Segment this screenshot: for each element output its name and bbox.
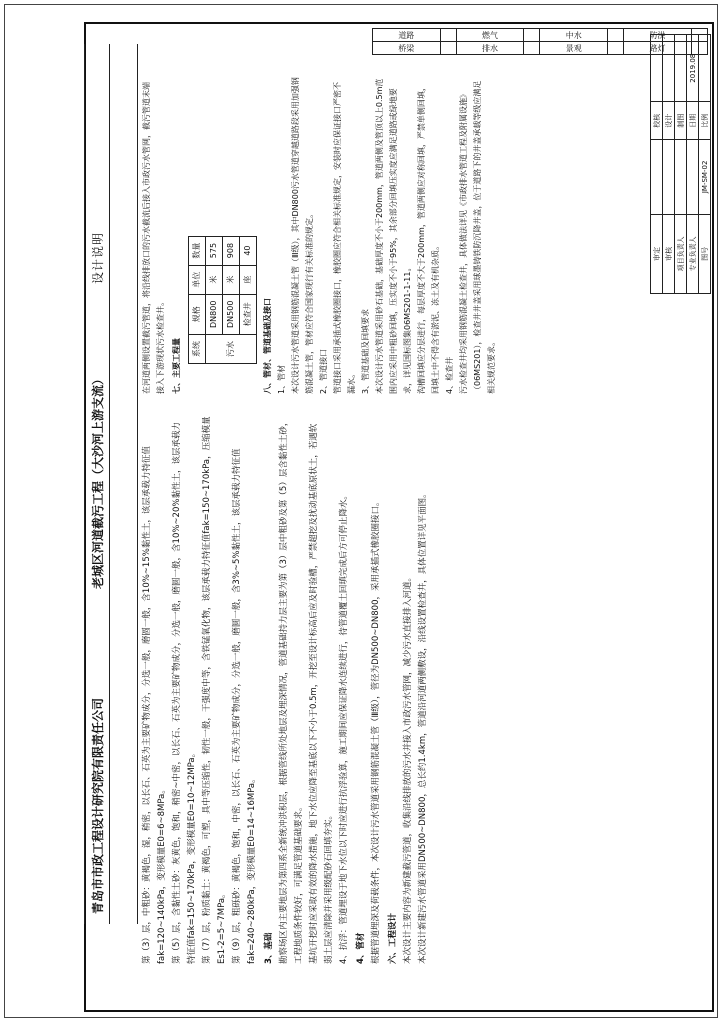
paragraph: 本次设计污水管道采用钢筋混凝土管（Ⅲ级），其中DN800污水管道穿越道路段采用加强钢筋混凝土管，管材应符合国家现行有关标准的规定。 (291, 77, 314, 394)
paragraph: 沟槽回填应分层进行，每层厚度不大于200mm，管道两侧应对称回填，严禁单侧回填，回填土中不得含有淤泥、冻土及有机杂质。 (417, 83, 440, 394)
table-cell: 米 (206, 265, 223, 294)
company-name: 青岛市市政工程设计研究院有限责任公司 (91, 697, 105, 914)
paragraph: 3、管道基础及回填要求 (361, 308, 370, 394)
paragraph: 勘察场区内主要地层为第四系全新统冲洪积层，根据管线所处地层及埋深情况，管道基础持力层主要为第（3）层中粗砂及第（5）层含黏性土砂，工程地质条件较好，可满足管道基础要求。 (279, 417, 304, 964)
discipline-cell: 路灯 (624, 42, 692, 55)
table-cell: 40 (240, 236, 257, 265)
section-heading: 七、主要工程量 (172, 338, 181, 394)
table-cell: 座 (240, 265, 257, 294)
table-header: 系统 (189, 335, 206, 364)
section-heading: 4、管材 (356, 932, 366, 964)
paragraph: 基坑开挖时应采取有效的降水措施，地下水位应降至基底以下不小于0.5m，开挖至设计标高后应及时验槽，严禁超挖及扰动基底原状土，若遇软弱土层应清除并采用级配砂石回填夯实。 (309, 423, 334, 964)
signature-table (650, 34, 711, 294)
discipline-cell: 防洪 (624, 29, 692, 42)
sign-label: 校核 (651, 102, 663, 140)
sign-value (651, 35, 663, 102)
paragraph: 本次设计新建污水管道采用DN500~DN800，总长约1.4km，管道沿河道两侧敷设，沿线设置检查井，具体位置详见平面图。 (418, 489, 428, 964)
discipline-cell: 桥梁 (373, 42, 441, 55)
table-cell: 污水 (206, 335, 257, 364)
description-left-column (140, 416, 700, 964)
title-bar-divider (109, 44, 110, 924)
table-row (206, 236, 223, 363)
discipline-cell: 排水 (456, 42, 524, 55)
table-cell: 米 (223, 265, 240, 294)
table-row (699, 35, 711, 294)
paragraph: 第（3）层，中粗砂：黄褐色，湿，稍密，以长石、石英为主要矿物成分，分选一般，磨圆一般，含10%~15%黏性土，该层承载力特征值fak=120~140kPa，变形模量E0=6~8MPa。 (142, 446, 167, 964)
paragraph: 4、抗浮：管道埋设于地下水位以下时应进行抗浮验算，施工期间应保证降水连续进行，待管道覆土回填完成后方可停止降水。 (339, 491, 349, 964)
discipline-cell: 燃气 (456, 29, 524, 42)
table-row (651, 35, 663, 294)
sign-label: 制图 (675, 102, 687, 140)
table-cell: 检查井 (240, 294, 257, 334)
sign-label: 比例 (699, 102, 711, 140)
sign-label: 日期 (687, 102, 699, 140)
sign-value (675, 35, 687, 102)
sign-label: 审定 (651, 214, 663, 293)
drawing-title: 设计说明 (91, 231, 105, 284)
table-cell: DN800 (206, 294, 223, 334)
project-name: 老城区河道截污工程（大沙河上游支流） (91, 372, 105, 589)
table-row (687, 35, 699, 294)
sign-value (651, 140, 663, 215)
sign-value (663, 35, 675, 102)
title-bar (84, 44, 138, 924)
discipline-cell: 景观 (540, 42, 608, 55)
paragraph: 本次设计主要内容为新建截污管道，收集沿线排放的污水并接入市政污水管网，减少污水直接排入河道。 (403, 572, 413, 964)
sign-value (675, 140, 687, 215)
section-heading: 八、管材、管道基础及接口 (263, 298, 272, 394)
sign-value (699, 35, 711, 102)
section-heading: 3、基础 (264, 932, 274, 964)
paragraph: 污水检查井均采用钢筋混凝土检查井，具体做法详见《市政排水管道工程及附属设施》（06MS201），检查井井盖采用球墨铸铁防沉降井盖，位于道路下的井盖承载等级应满足相关规范要求。 (459, 80, 496, 394)
paragraph: 第（9）层，粗砾砂：黄褐色，饱和，中密，以长石、石英为主要矿物成分，分选一般，磨圆一般，含3%~5%黏性土，该层承载力特征值fak=240~280kPa，变形模量E0=14~16MPa。 (232, 448, 257, 964)
table-cell: DN500 (223, 294, 240, 334)
discipline-cell: 中水 (540, 29, 608, 42)
paragraph: 根据管道埋深及荷载条件，本次设计污水管道采用钢筋混凝土管（Ⅲ级），管径为DN500~DN800，采用承插式橡胶圈接口。 (371, 497, 381, 964)
sign-label: 图号 (699, 214, 711, 293)
sign-label: 审核 (663, 214, 675, 293)
table-cell: 575 (206, 236, 223, 265)
table-header-row (189, 236, 206, 363)
quantities-table (188, 236, 257, 364)
drawing-number: JM-SM-02 (699, 140, 711, 215)
section-heading: 六、工程设计 (388, 912, 398, 964)
paragraph: 本次设计污水管道采用砂石基础，基础厚度不小于200mm，管道两侧及管顶以上0.5m范围内应采用中粗砂回填，压实度不小于95%，其余部分回填压实度应满足道路或绿地要求，详见国标图集06MS201-1-11。 (375, 78, 412, 394)
paragraph: 4、检查井 (445, 356, 454, 394)
paragraph: 第（5）层，含黏性土砂：灰黄色，饱和，稍密~中密，以长石、石英为主要矿物成分，分选一般，磨圆一般，含10%~20%黏性土，该层承载力特征值fak=150~170kPa，变形模量E0=10~12MPa。 (172, 422, 197, 964)
paragraph: 1、管材 (277, 364, 286, 394)
table-header: 单位 (189, 265, 206, 294)
paragraph: 第（7）层，粉质黏土：黄褐色，可塑，具中等压缩性，韧性一般，干强度中等，含铁锰氧化物，该层承载力特征值fak=150~170kPa，压缩模量Es1-2=5~7MPa。 (202, 416, 227, 964)
table-header: 数量 (189, 236, 206, 265)
discipline-cell: 道路 (373, 29, 441, 42)
table-row (663, 35, 675, 294)
paragraph: 在河道两侧设置截污管道，将沿线排放口的污水截流后接入市政污水管网，截污管道末端接入下游现状污水检查井。 (142, 82, 165, 394)
sign-value (687, 140, 699, 215)
sign-value (663, 140, 675, 215)
table-row (675, 35, 687, 294)
paragraph: 2、管道接口 (319, 348, 328, 394)
sign-label: 专业负责人 (687, 214, 699, 293)
sign-label: 设计 (663, 102, 675, 140)
paragraph: 管道接口采用承插式橡胶圈接口，橡胶圈应符合相关标准规定，安装时应保证接口严密不漏水。 (333, 82, 356, 394)
table-cell: 908 (223, 236, 240, 265)
sign-label: 项目负责人 (675, 214, 687, 293)
sign-value: 2019.08 (687, 35, 699, 102)
signature-block (600, 34, 710, 294)
table-header: 规格 (189, 294, 206, 334)
